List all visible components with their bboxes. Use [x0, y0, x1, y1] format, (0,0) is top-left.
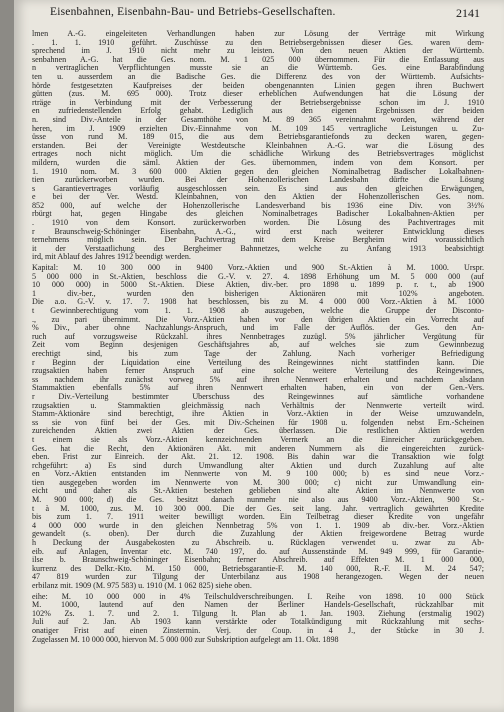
text-line: 10 000 000) in 5000 St.-Aktien. Diese Aktien, div.-ber. pro 1898 u. 1899 p. r. t., ab 1900: [32, 281, 484, 290]
text-line: Stamm-Aktionäre sind berechtigt, ihre Aktien in Vorz.-Aktien in der Weise umzuwandeln,: [32, 410, 484, 419]
text-line: rzugsaktien u. Stammaktien gleichmässig nach Verhältnis der Nennwerte verteilt wird.: [32, 401, 484, 410]
text-line: 852 000, auf welche der Hohenzollerische Landesverband bis 1936 eine Div. von 3½%: [32, 201, 484, 210]
text-line: % Div., aber ohne Nachzahlungs-Anspruch, und im Falle der Auflös. der Ges. den An-: [32, 324, 484, 333]
text-line: . 1910 von dem Konsort. zurückerworben worden. Die Lösung des Pachtvertrages mit: [32, 219, 484, 228]
paragraph: [32, 593, 484, 645]
text-line: hörde festgesetzten Kaufpreises der beiden obengenannten Linien gegen ihren Buchwert: [32, 81, 484, 90]
page-header: [14, 6, 504, 24]
text-line: ilse b. Braunschweig-Schöninger Eisenbahn; ferner Abschreib. auf Effekten M. 1 000 000,: [32, 556, 484, 565]
page-number: 2141: [456, 6, 480, 20]
text-line: eicht und daher als St.-Aktien bestehen geblieben sind alte Aktien im Nennwerte von: [32, 487, 484, 496]
text-line: eihe: M. 10 000 000 in 4% Teilschuldverschreibungen. I. Reihe von 1898. 10 000 Stück: [32, 592, 484, 601]
text-line: 1. 1910 nom. M. 3 600 000 Aktien gegen den gleichen Nominalbetrag Badischer Lokalbahnen-: [32, 167, 484, 176]
text-line: . 1. 1. 1910 geführt. Zuschüsse zu den Betriebsergebnissen dieser Ges. waren dem-: [32, 38, 484, 47]
text-line: onatiger Frist auf einen Zinstermin. Verj. der Coup. in 4 J., der Stücke in 30 J.: [32, 626, 484, 635]
text-line: en zufriedenstellenden Erfolg gehabt. Lediglich aus den eigenen Ergebnissen der beiden: [32, 107, 484, 116]
text-line: Zeit vom Beginn desjenigen Geschäftsjahres ab, auf welches sie zum Gewinnbezug: [32, 341, 484, 350]
text-line: rträge in Verbindung mit der Verbesserung der Betriebsergebnisse schon im J. 1910: [32, 98, 484, 107]
text-line: h Deckung der Ausgabekosten zu Abschreib. u. Rücklagen verwendet u. zwar zu Ab-: [32, 539, 484, 548]
text-line: rbürgt hat, gegen Hingabe des gleichen Nominalbetrages Badischer Lokalbahnen-Aktien per: [32, 210, 484, 219]
text-line: Kapital: M. 10 300 000 in 9400 Vorz.-Aktien und 900 St.-Aktien à M. 1000. Urspr.: [32, 264, 484, 273]
text-line: 1 div.-ber., wurden den bisherigen Aktionären mit 102% angeboten.: [32, 289, 484, 298]
document-body: [32, 30, 484, 708]
text-line: gewandelt (s. oben). Der durch die Zuzahlung der Aktien freigewordene Betrag wurde: [32, 530, 484, 539]
text-line: sprechend im J. 1910 nicht mehr zu leisten. Von den neuen Aktien der Württemb.: [32, 47, 484, 56]
text-line: ird, mit Ablauf des Jahres 1912 beendigt werden.: [32, 253, 191, 262]
text-line: 4 000 000 wurde in den gleichen Nennbetrag 5% von 1. 1. 1909 ab div.-ber. Vorz.-Aktien: [32, 521, 484, 530]
text-line: erstanden. Bei der Vereinigte Westdeutsche Kleinbahnen A.-G. war die Lösung des: [32, 141, 484, 150]
text-line: gütten (zus. M. 695 000). Trotz dieser erheblichen Aufwendungen hat die Lösung der: [32, 90, 484, 99]
paragraph: [32, 30, 484, 262]
text-line: M. 1000, lautend auf den Namen der Berliner Handels-Gesellschaft, rückzahlbar mit: [32, 601, 484, 610]
text-line: kurrenz des Delkr.-Kto. M. 150 000, Betriebsgarantie-F. M. 140 000, R.-F. II. M. 24 547;: [32, 564, 484, 573]
text-line: ., zu pari übernimmt. Die Vorz.-Aktien haben vor den übrigen Aktien ein Vorrecht auf: [32, 315, 484, 324]
text-line: 47 819 wurden zur Tilgung der Unterbilanz aus 1908 herangezogen. Wegen der neuen: [32, 573, 484, 582]
running-title: Eisenbahnen, Eisenbahn-Bau- und Betriebs-Gesellschaften.: [50, 6, 336, 18]
document-page: [14, 0, 504, 712]
text-line: erechtigt sind, bis zum Tage der Zahlung. Nach vorheriger Befriedigung: [32, 349, 484, 358]
text-line: 5 000 000 in St.-Aktien, beschloss die G.-V. v. 27. 4. 1898 Erhöhung um M. 5 000 000 (auf: [32, 272, 484, 281]
paragraph: [32, 264, 484, 591]
text-line: bis zum 1. 7. 1911 weiter bewilligt worden. Ein Teilbetrag dieser Kredite von ungefähr: [32, 513, 484, 522]
text-line: ss sie von fünf bei der Ges. mit Div.-Scheinen für 1908 u. folgenden nebst Ern.-Scheinen: [32, 418, 484, 427]
text-line: heren, im J. 1909 erzielten Div.-Einnahme von M. 109 145 vertragliche Leistungen u. Zu-: [32, 124, 484, 133]
text-line: ertrages noch nicht möglich. Um die schädliche Wirkung des Betriebsvertrages möglichst: [32, 150, 484, 159]
text-line: r Div.-Verteilung bestimmter Überschuss des Reingewinnes auf sämtliche vorhandene: [32, 392, 484, 401]
text-line: lmen A.-G. eingeleiteten Verhandlungen haben zur Lösung der Verträge mit Wirkung: [32, 30, 484, 38]
text-line: mildern, wurden die säml. Aktien der Ges. übernommen, indem von dem Konsort. per: [32, 158, 484, 167]
text-line: eben. Frist zur Einreich. der Akt. 21. 12. 1908. Bis dahin war die Transaktion wie folgt: [32, 453, 484, 462]
text-line: ss nachdem ihr zunächst vorweg 5% auf ihren Nennwert erhalten und nachdem alsdann: [32, 375, 484, 384]
text-line: t einem sie als Vorz.-Aktien kennzeichnenden Vermerk an die Einreicher zurückgegeben.: [32, 435, 484, 444]
text-line: senbahnen A.-G. hat die Ges. nom. M. 1 025 000 übernommen. Für die Entlassung aus: [32, 55, 484, 64]
text-line: it der Verstaatlichung des Bergheimer Bahnnetzes, welche zu Anfang 1913 beabsichtigt: [32, 244, 484, 253]
text-line: en Vorz.-Aktien entstanden im Nennwerte von M. 9 100 000; b) es sind neue Vorz.-: [32, 470, 484, 479]
text-line: tien zurückerworben wurden. Bei der Hohenzollerischen Landesbahn dürfte die Lösung: [32, 176, 484, 185]
text-line: n vertraglichen Verpflichtungen musste sie an die Württemb. Ges. eine Barabfindung: [32, 64, 484, 73]
text-line: ternehmens möglich sein. Der Pachtvertrag mit dem Kreise Bergheim wird voraussichtlich: [32, 236, 484, 245]
text-line: rzugsaktien haben ferner Anspruch auf eine solche weitere Verteilung des Reingewinnes,: [32, 367, 484, 376]
text-line: üsse von rund M. 189 015, die aus dem Betriebsgarantiefonds zu decken waren, gegen-: [32, 133, 484, 142]
text-line: t Gewinnberechtigung vom 1. 1. 1908 ab auszugeben, welche die Gruppe der Disconto-: [32, 307, 484, 315]
text-line: e bei der Ver. Westd. Kleinbahnen, von den Aktien der Hohenzollerischen Ges. nom.: [32, 193, 484, 202]
text-line: ruch auf vorzugsweise Rückzahl. ihres Nennbetrages zuzügl. 5% jährlicher Vergütung für: [32, 332, 484, 341]
text-line: M. 900 000; d) die Ges. besitzt danach nunmehr nie also aus 9400 Vorz.-Aktien, 900 St.-: [32, 496, 484, 505]
text-line: zureichenden Aktien zwei Aktien der Ges. überlassen. Die restlichen Aktien werden: [32, 427, 484, 436]
text-line: t à M. 1000, zus. M. 10 300 000. Die der Ges. seit lang. Jahr. vertraglich gewährten Kredite: [32, 504, 484, 513]
text-line: Zugelassen M. 10 000 000, hiervon M. 5 000 000 zur Subskription aufgelegt am 11. Okt. 1898: [32, 635, 339, 644]
text-line: rchgeführt: a) Es sind durch Umwandlung alter Aktien und durch Zuzahlung auf alte: [32, 461, 484, 470]
text-line: tien ausgegeben worden im Nennwerte von M. 300 000; c) nicht zur Umwandlung ein-: [32, 478, 484, 487]
text-line: n. sind Div.-Anteile in der Gesamthöhe von M. 89 365 vereinnahmt worden, während der: [32, 115, 484, 124]
text-line: r Braunschweig-Schöninger Eisenbahn, A.-G., wird erst nach weiterer Entwicklung dieses: [32, 227, 484, 236]
text-line: Juli auf 2. Jan. Ab 1903 kann verstärkte oder Totalkündigung mit Rückzahlung mit sechs-: [32, 618, 484, 627]
text-line: erbilanz mit. 1909 (M. 975 583) u. 1910 (M. 1 062 825) siehe oben.: [32, 582, 252, 590]
text-line: Stammaktien ebenfalls 5% auf ihren Nennwert erhalten haben, ein von der Gen.-Vers.: [32, 384, 484, 393]
text-line: r Beginn der Liquidation eine Verteilung des Reingewinnes nicht stattfinden kann. Die: [32, 358, 484, 367]
text-line: 102% Zs. 1. 7. und 2. 1. Tilgung lt. Plan ab 1. Jan. 1903. Ziehung (erstmalig 1902): [32, 609, 484, 618]
text-line: Ges. hat die Recht, den Aktionären Akt. mit anderen Nummern als die eingereichten zurück-: [32, 444, 484, 453]
text-line: ten u. ausserdem an die Badische Ges. die Differenz des von der Württemb. Aufsichts-: [32, 72, 484, 81]
text-line: Die a.o. G.-V. v. 17. 7. 1908 hat beschlossen, bis zu M. 4 000 000 Vorz.-Aktien à M. 1000: [32, 298, 484, 307]
text-line: eib. auf Anlagen, Inventar etc. M. 740 197, do. auf Aussenstände M. 949 999, für Garantie-: [32, 547, 484, 556]
text-line: s Garantievertrages vorläufig ausgeschlossen sein. Es sind aus den gleichen Erwägungen,: [32, 184, 484, 193]
